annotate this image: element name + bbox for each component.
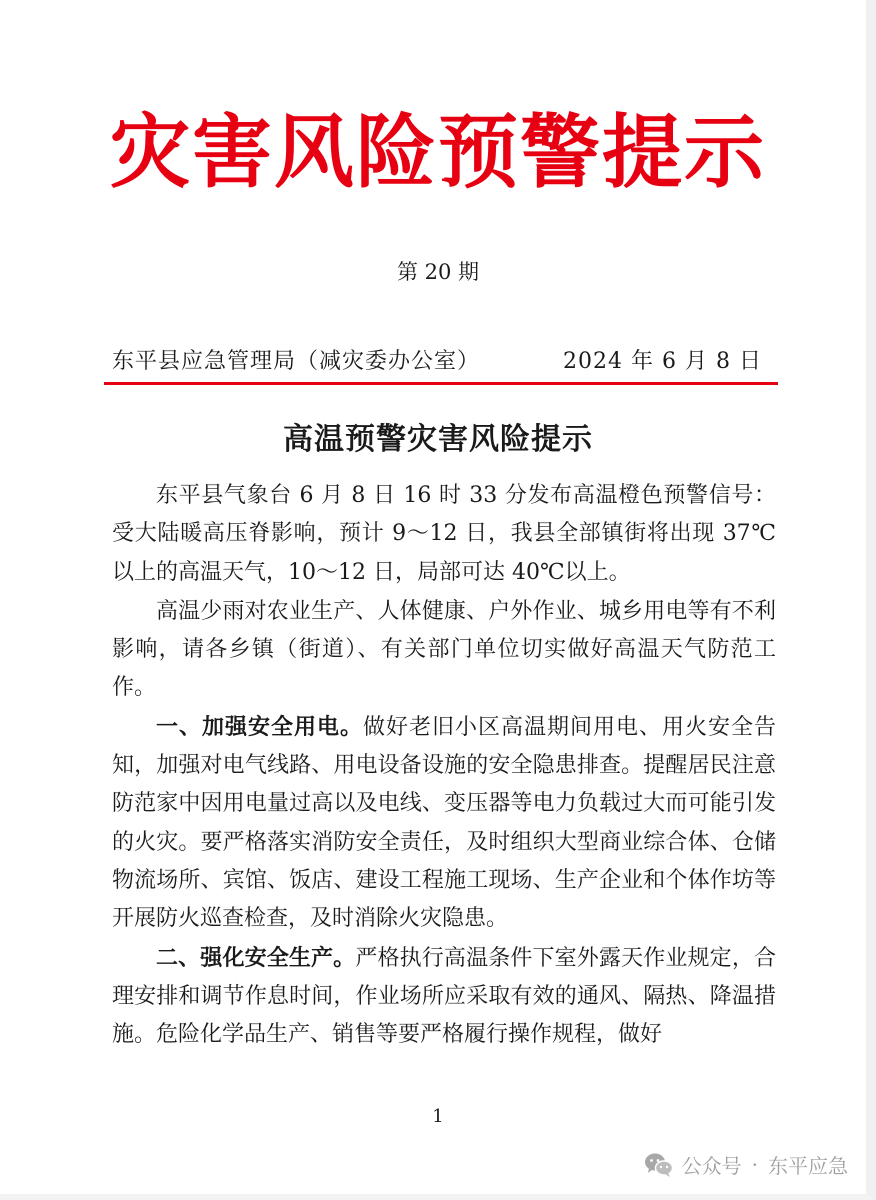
watermark-separator: ·	[751, 1152, 758, 1177]
paragraph-text: 高温少雨对农业生产、人体健康、户外作业、城乡用电等有不利影响，请各乡镇（街道）、有关部门单位切实做好高温天气防范工作。	[112, 598, 776, 701]
wechat-icon	[644, 1152, 674, 1178]
paragraph-heading: 一、加强安全用电。	[156, 713, 363, 740]
paragraph-text: 做好老旧小区高温期间用电、用火安全告知，加强对电气线路、用电设备设施的安全隐患排查。提醒居民注意防范家中因用电量过高以及电线、变压器等电力负载过大而可能引发的火灾。要严格落实消防安全责任，及时组织大型商业综合体、仓储物流场所、宾馆、饭店、建设工程施工现场、生产企业和个体作坊等开展防火巡查检查，及时消除火灾隐患。	[112, 714, 776, 932]
paragraph-heading: 二、强化安全生产。	[156, 944, 356, 971]
issuing-authority: 东平县应急管理局（减灾委办公室）	[112, 349, 481, 374]
document-title: 高温预警灾害风险提示	[283, 422, 593, 457]
watermark-label: 公众号	[681, 1154, 742, 1178]
watermark-account-name: 东平应急	[768, 1154, 848, 1178]
wechat-watermark	[644, 1150, 848, 1179]
masthead-title: 灾害风险预警提示	[110, 105, 766, 199]
paragraph-text: 严格执行高温条件下室外露天作业规定，合理安排和调节作息时间，作业场所应采取有效的通风、隔热、降温措施。危险化学品生产、销售等要严格履行操作规程，做好	[112, 945, 776, 1048]
page-number: 1	[432, 1106, 444, 1127]
red-divider-line	[104, 382, 778, 385]
paragraph	[112, 708, 776, 939]
paragraph	[112, 592, 776, 708]
paragraph	[112, 476, 776, 592]
issue-number: 第 20 期	[396, 260, 480, 284]
issue-date: 2024 年 6 月 8 日	[563, 349, 762, 374]
paragraph-text: 东平县气象台 6 月 8 日 16 时 33 分发布高温橙色预警信号：受大陆暖高压脊影响，预计 9～12 日，我县全部镇街将出现 37℃以上的高温天气，10～12 日，局部可达 40℃以上。	[112, 483, 776, 585]
paragraph	[112, 939, 776, 1055]
document-body	[112, 476, 776, 1054]
